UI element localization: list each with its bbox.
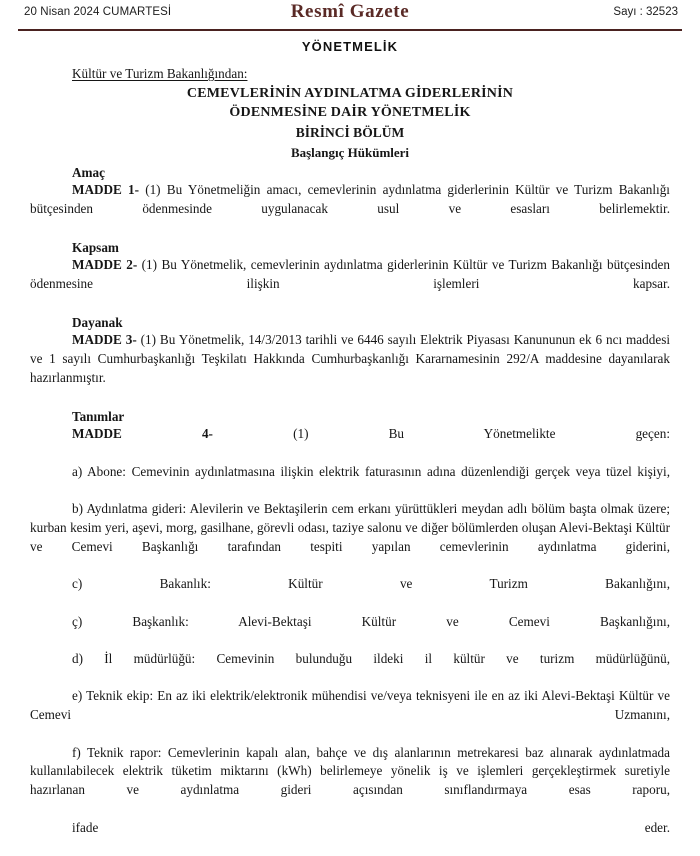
definition-item: f) Teknik rapor: Cemevlerinin kapalı alan, bahçe ve dış alanlarının metrekaresi baz alınarak aydınlatmada kullanılabilecek elektrik tüketim miktarını (kWh) belirlemeye yönelik iş ve işlemleri gerçekleştirmek suretiyle hazırlanan ve aydınlatma gideri açısından sınıflandırmaya esas raporu, xyxy=(30,744,670,798)
article-text-2: (1) Bu Yönetmelik, cemevlerinin aydınlatma giderlerinin Kültür ve Turizm Bakanlığı bütçesinden ödenmesine ilişkin işlemleri kapsar. xyxy=(30,257,670,291)
document-sheet xyxy=(0,66,700,856)
definition-item: a) Abone: Cemevinin aydınlatmasına ilişkin elektrik faturasının adına düzenlendiği gerçek veya tüzel kişiyi, xyxy=(72,463,670,479)
article-label-2: MADDE 2- xyxy=(72,257,138,273)
issuing-authority: Kültür ve Turizm Bakanlığından: xyxy=(72,66,248,81)
definition-item: e) Teknik ekip: En az iki elektrik/elektronik mühendisi ve/veya teknisyeni ile en az iki Alevi-Bektaşi Kültür ve Cemevi Uzmanını, xyxy=(30,688,670,723)
article-text-3: (1) Bu Yönetmelik, 14/3/2013 tarihli ve 6446 sayılı Elektrik Piyasası Kanununun ek 6 ncı maddesi ve 1 sayılı Cumhurbaşkanlığı Teşkilatı Hakkında Cumhurbaşkanlığı Kararnamesinin 292/A maddesine dayanılarak hazırlanmıştır. xyxy=(30,332,670,385)
masthead xyxy=(0,0,700,30)
document-kind-heading: YÖNETMELİK xyxy=(301,39,399,54)
closing-phrase: ifade eder. xyxy=(72,819,670,835)
definition-item: d) İl müdürlüğü: Cemevinin bulunduğu ildeki il kültür ve turizm müdürlüğünü, xyxy=(72,651,670,667)
regulation-title-block xyxy=(30,85,670,162)
regulation-title-line-2: ÖDENMESİNE DAİR YÖNETMELİK xyxy=(229,104,471,120)
article-text-1: (1) Bu Yönetmeliğin amacı, cemevlerinin aydınlatma giderlerinin Kültür ve Turizm Bakanlığı bütçesinden ödenmesinde uygulanacak usul ve esasları belirlemektir. xyxy=(30,181,670,216)
article-label-1: MADDE 1- xyxy=(72,181,139,197)
article-paragraph-2 xyxy=(30,256,670,312)
definition-item: c) Bakanlık: Kültür ve Turizm Bakanlığını, xyxy=(72,576,670,592)
article-paragraph-4 xyxy=(30,425,670,462)
section-heading-dayanak: Dayanak xyxy=(72,315,123,331)
gazette-issue-number: Sayı : 32523 xyxy=(613,6,678,18)
regulation-title-line-1: CEMEVLERİNİN AYDINLATMA GİDERLERİNİN xyxy=(186,86,514,101)
chapter-heading: BİRİNCİ BÖLÜM xyxy=(295,124,405,140)
masthead-divider xyxy=(18,29,682,31)
gazette-date: 20 Nisan 2024 CUMARTESİ xyxy=(24,6,172,18)
definition-item: ç) Başkanlık: Alevi-Bektaşi Kültür ve Cemevi Başkanlığını, xyxy=(72,613,670,629)
section-heading-amac: Amaç xyxy=(72,164,105,180)
definition-item: b) Aydınlatma gideri: Alevilerin ve Bektaşilerin cem erkanı yürüttükleri meydan adlı bölüm başta olmak üzere; kurban kesim yeri, aşevi, morg, gasilhane, görevli odası, taziye salonu ve diğer bölümlerden oluşan Alevi-Bektaşi Kültür ve Cemevi Başkanlığı tarafından tespiti yapılan cemevlerinin aydınlatma giderini, xyxy=(30,501,670,554)
gazette-title: Resmî Gazete xyxy=(290,1,410,22)
chapter-subtitle: Başlangıç Hükümleri xyxy=(290,144,410,160)
article-paragraph-3 xyxy=(30,331,670,406)
article-label-4: MADDE 4- xyxy=(72,426,213,442)
section-heading-tanimlar: Tanımlar xyxy=(72,409,125,425)
article-paragraph-1 xyxy=(30,181,670,237)
article-label-3: MADDE 3- xyxy=(72,332,137,348)
section-heading-kapsam: Kapsam xyxy=(72,240,119,256)
article-text-4: (1) Bu Yönetmelikte geçen: xyxy=(212,426,670,442)
